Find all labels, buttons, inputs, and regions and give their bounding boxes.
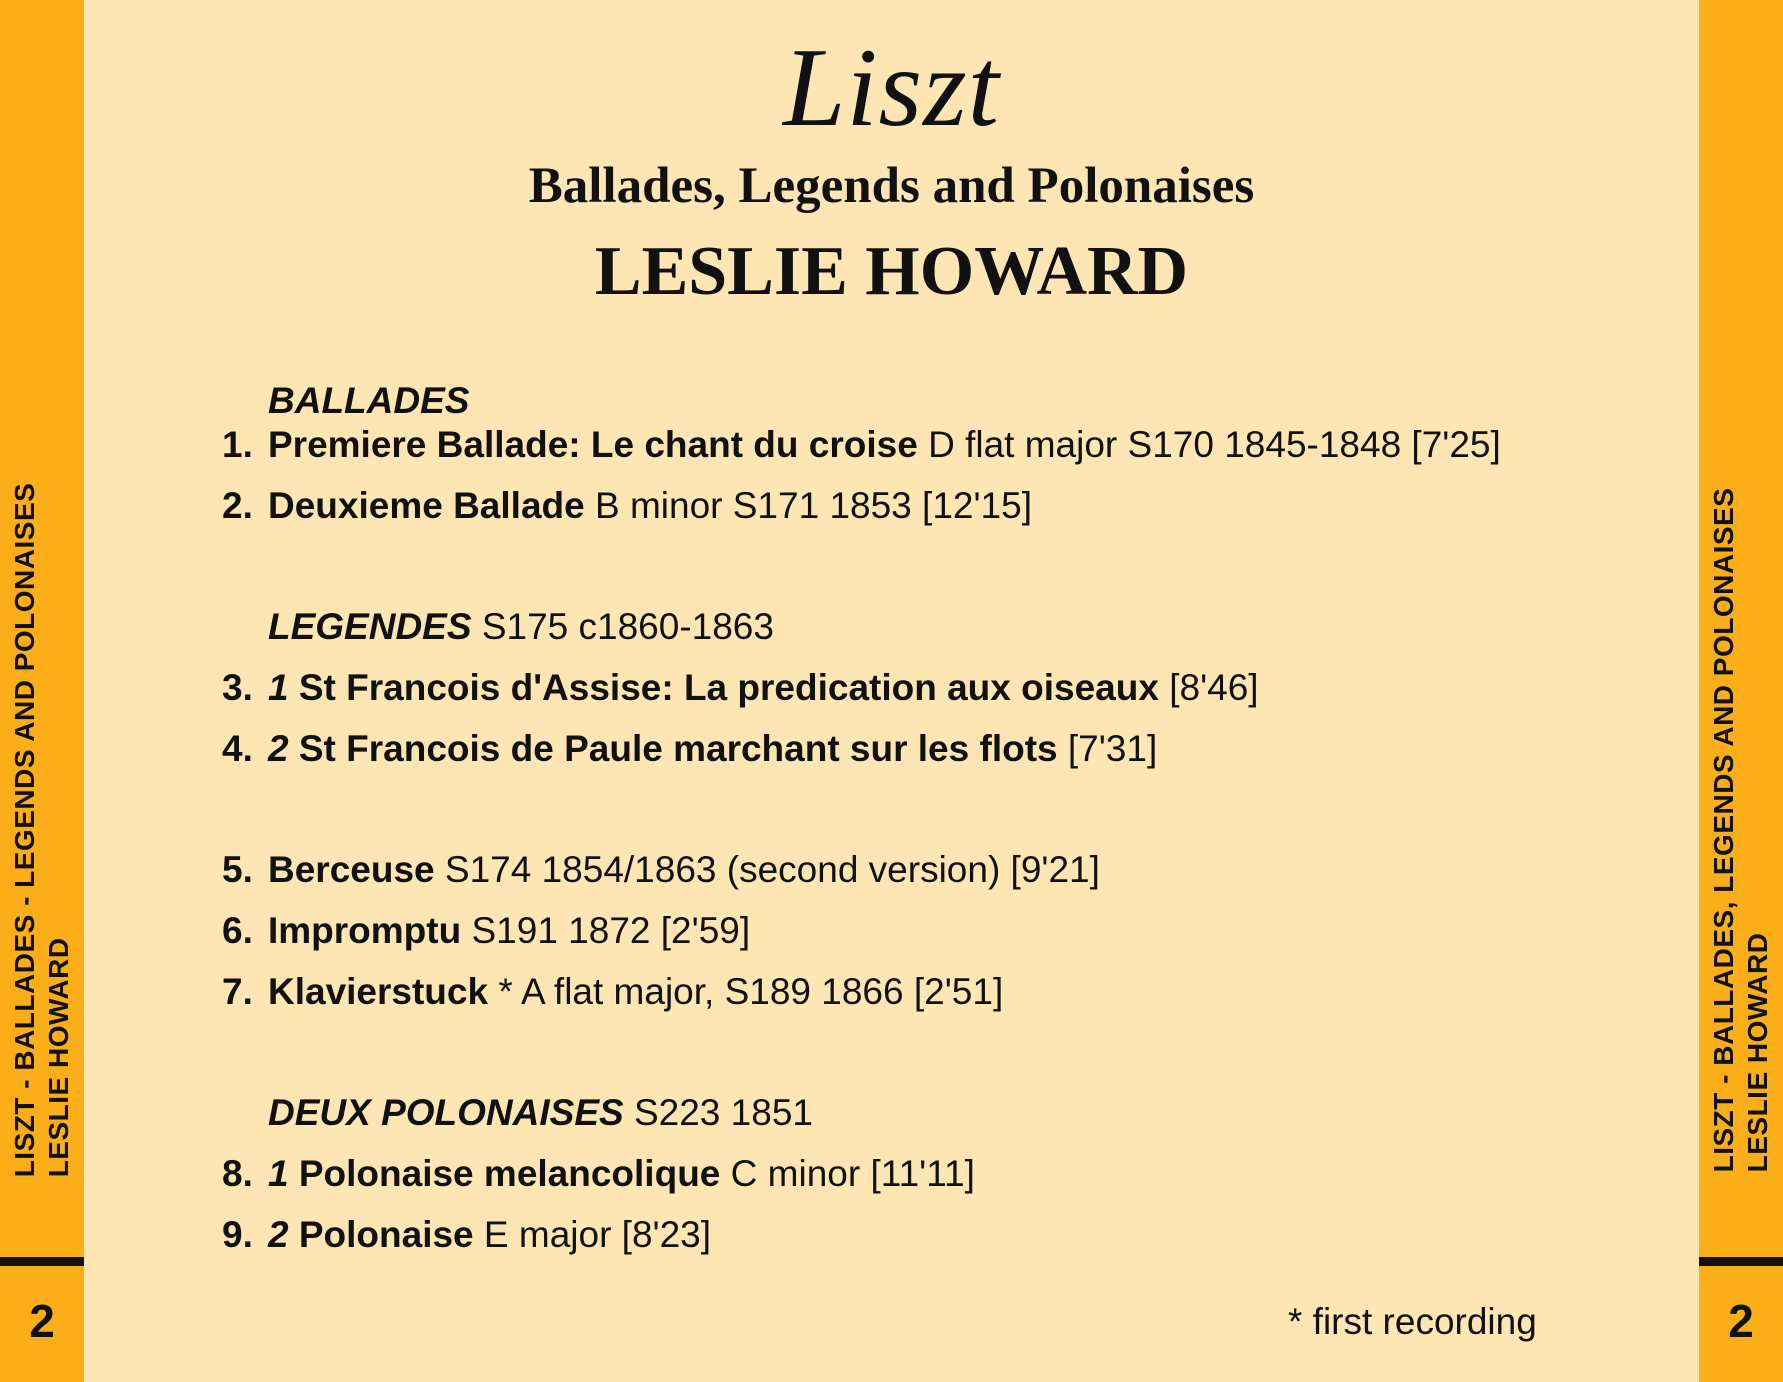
track-title: Polonaise	[298, 1214, 474, 1255]
track-number: 4.	[222, 728, 253, 769]
track-number: 6.	[222, 910, 253, 951]
track-detail: * A flat major, S189 1866 [2'51]	[498, 971, 1004, 1012]
section-heading-text: BALLADES	[268, 380, 470, 421]
track-text	[268, 666, 1259, 710]
track-title: Klavierstuck	[268, 971, 489, 1012]
track-text	[268, 423, 1501, 467]
track-number: 2.	[222, 485, 253, 526]
track-title: Berceuse	[268, 849, 435, 890]
right-spine-title	[1707, 488, 1775, 1173]
track-detail: B minor S171 1853 [12'15]	[595, 485, 1032, 526]
track-detail: S174 1854/1863 (second version) [9'21]	[444, 849, 1100, 890]
track-detail: [7'31]	[1067, 728, 1158, 769]
track-title: Premiere Ballade: Le chant du croise	[268, 424, 918, 465]
left-spine-line-2: LESLIE HOWARD	[43, 937, 74, 1178]
track-detail: [8'46]	[1169, 667, 1259, 708]
track-text	[268, 970, 1003, 1014]
track-detail: S191 1872 [2'59]	[471, 910, 751, 951]
right-spine-divider	[1699, 1257, 1783, 1266]
footnote: * first recording	[1288, 1301, 1537, 1342]
track-number: 3.	[222, 667, 253, 708]
album-subtitle: Ballades, Legends and Polonaises	[528, 158, 1255, 214]
section-heading-polonaises	[268, 1091, 813, 1135]
track-text	[268, 1213, 711, 1257]
right-spine	[1699, 0, 1783, 1382]
track-title: Impromptu	[268, 910, 462, 951]
track-prefix: 2	[268, 728, 289, 769]
track-detail: E major [8'23]	[483, 1214, 712, 1255]
track-text	[268, 1152, 975, 1196]
track-prefix: 2	[268, 1214, 289, 1255]
track-text	[268, 848, 1100, 892]
right-spine-line-1: LISZT - BALLADES, LEGENDS AND POLONAISES	[1708, 487, 1739, 1173]
track-text	[268, 484, 1032, 528]
left-disc-number: 2	[29, 1295, 55, 1347]
composer-name: Liszt	[783, 26, 1000, 150]
right-spine-line-2: LESLIE HOWARD	[1742, 932, 1773, 1173]
performer-name: LESLIE HOWARD	[594, 233, 1189, 310]
section-heading-text: DEUX POLONAISES	[268, 1092, 624, 1133]
track-title: Polonaise melancolique	[298, 1153, 721, 1194]
track-number: 8.	[222, 1153, 253, 1194]
section-heading-text: LEGENDES	[268, 606, 472, 647]
track-detail: D flat major S170 1845-1848 [7'25]	[928, 424, 1501, 465]
right-disc-number: 2	[1728, 1295, 1754, 1347]
track-detail: C minor [11'11]	[730, 1153, 975, 1194]
track-number: 5.	[222, 849, 253, 890]
track-prefix: 1	[268, 1153, 289, 1194]
section-heading-detail: S175 c1860-1863	[481, 606, 774, 647]
track-number: 1.	[222, 424, 253, 465]
left-spine-line-1: LISZT - BALLADES - LEGENDS AND POLONAISES	[9, 482, 40, 1178]
left-spine-title	[8, 483, 76, 1178]
track-title: St Francois d'Assise: La predication aux oiseaux	[298, 667, 1159, 708]
track-number: 9.	[222, 1214, 253, 1255]
section-heading-ballades	[268, 379, 469, 423]
left-spine-divider	[0, 1257, 84, 1266]
left-spine	[0, 0, 84, 1382]
track-number: 7.	[222, 971, 253, 1012]
section-heading-detail: S223 1851	[633, 1092, 813, 1133]
track-text	[268, 909, 750, 953]
track-title: St Francois de Paule marchant sur les flots	[298, 728, 1058, 769]
section-heading-legendes	[268, 605, 774, 649]
track-text	[268, 727, 1157, 771]
track-title: Deuxieme Ballade	[268, 485, 585, 526]
track-prefix: 1	[268, 667, 289, 708]
